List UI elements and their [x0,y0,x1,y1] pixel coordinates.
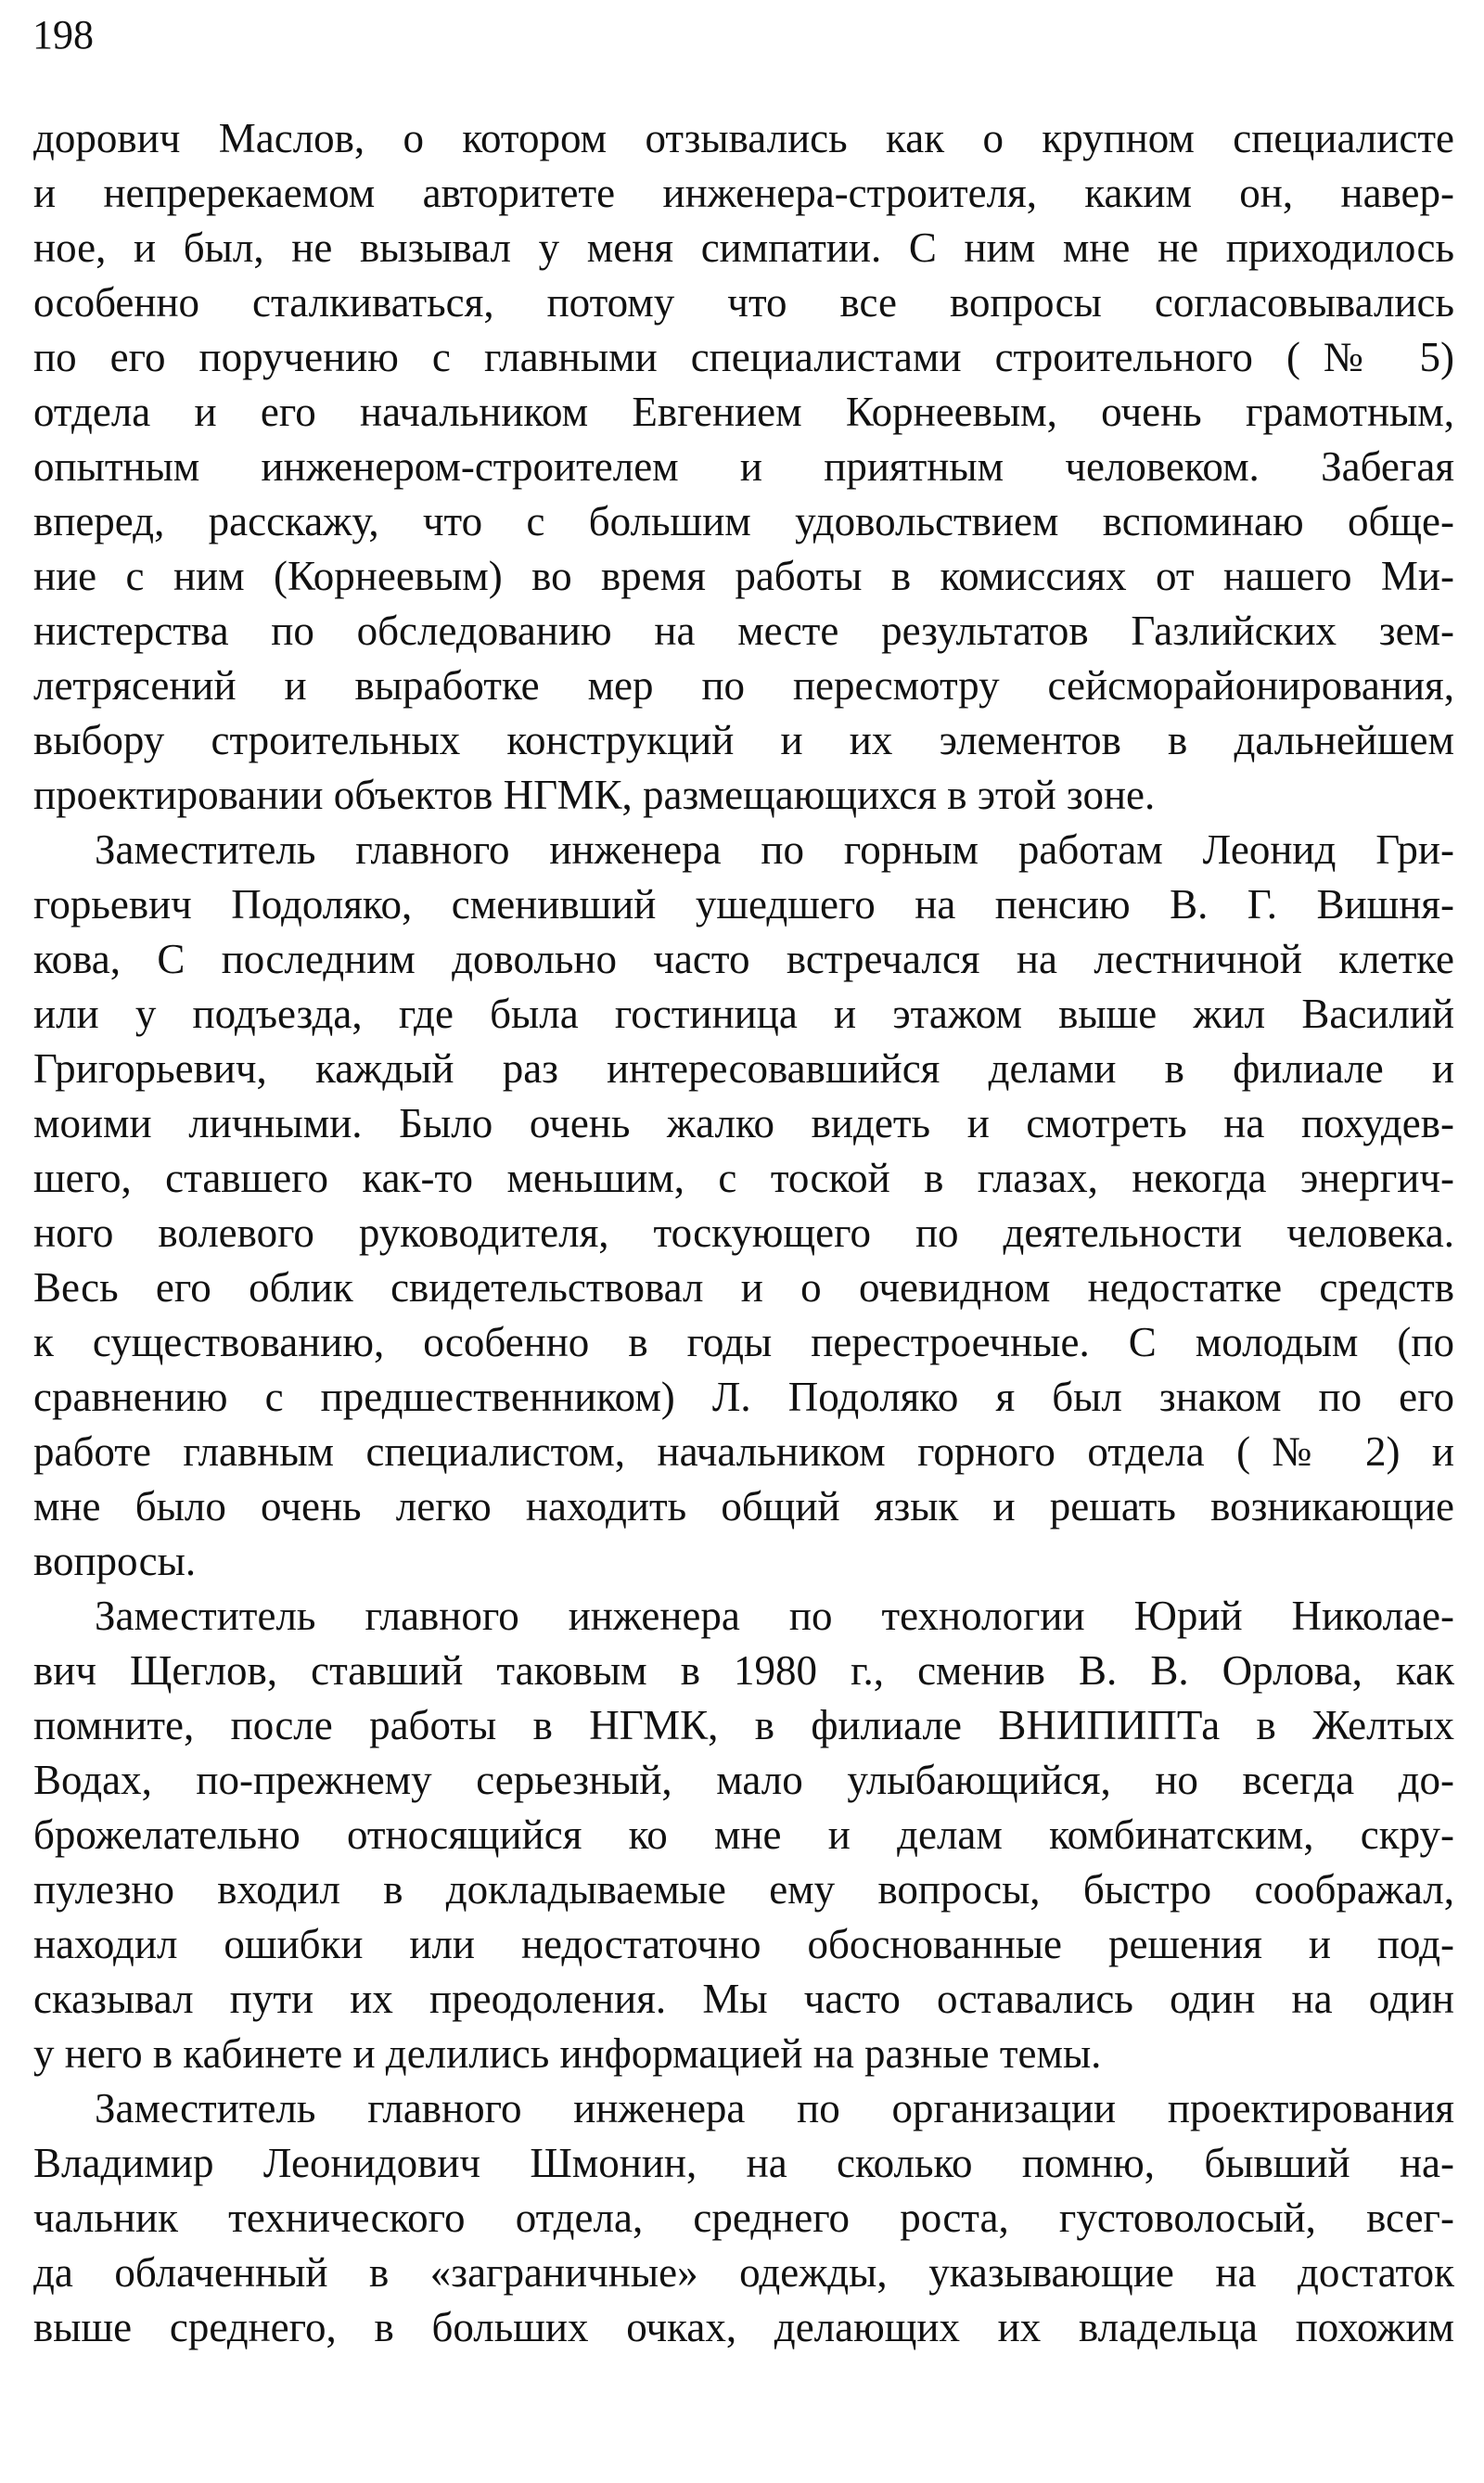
page-text [33,111,1454,2355]
text-line: брожелательно относящийся ко мне и делам комбинатским, скру- [33,1811,1454,1858]
text-line: Заместитель главного инженера по организации проектирования [95,2085,1454,2131]
text-line: Водах, по-прежнему серьезный, мало улыбающийся, но всегда до- [33,1757,1454,1803]
text-line: вперед, расскажу, что с большим удовольствием вспоминаю обще- [33,498,1454,544]
text-line: и непререкаемом авторитете инженера-строителя, каким он, навер- [33,170,1454,216]
text-line: работе главным специалистом, начальником горного отдела (№ 2) и [33,1428,1454,1475]
text-line: Григорьевич, каждый раз интересовавшийся делами в филиале и [33,1045,1454,1092]
text-line: чальник технического отдела, среднего роста, густоволосый, всег- [33,2195,1454,2241]
text-line: пулезно входил в докладываемые ему вопросы, быстро соображал, [33,1866,1454,1913]
text-line: выше среднего, в больших очках, делающих их владельца похожим [33,2304,1454,2350]
text-line: Заместитель главного инженера по горным работам Леонид Гри- [95,826,1454,873]
text-line: опытным инженером-строителем и приятным человеком. Забегая [33,443,1454,490]
text-line: особенно сталкиваться, потому что все вопросы согласовывались [33,279,1454,326]
paragraph-3 [33,1589,1454,2081]
text-line: да облаченный в «заграничные» одежды, указывающие на достаток [33,2249,1454,2296]
text-line: находил ошибки или недостаточно обоснованные решения и под- [33,1921,1454,1967]
text-line: сказывал пути их преодоления. Мы часто оставались один на один [33,1976,1454,2022]
text-line: ние с ним (Корнеевым) во время работы в комиссиях от нашего Ми- [33,553,1454,599]
page-number: 198 [32,12,94,58]
text-line: или у подъезда, где была гостиница и этажом выше жил Василий [33,991,1454,1037]
paragraph-2 [33,823,1454,1589]
text-line: по его поручению с главными специалистами строительного (№ 5) [33,334,1454,380]
text-line: ного волевого руководителя, тоскующего по деятельности человека. [33,1210,1454,1256]
text-line: Весь его облик свидетельствовал и о очевидном недостатке средств [33,1264,1454,1311]
text-line: ное, и был, не вызывал у меня симпатии. С ним мне не приходилось [33,224,1454,271]
text-line: выбору строительных конструкций и их элементов в дальнейшем [33,717,1454,763]
text-line: к существованию, особенно в годы перестроечные. С молодым (по [33,1319,1454,1365]
text-line: нистерства по обследованию на месте результатов Газлийских зем- [33,608,1454,654]
text-line: вопросы. [33,1538,197,1584]
text-line: у него в кабинете и делились информацией на разные темы. [33,2030,1102,2077]
text-line: кова, С последним довольно часто встречался на лестничной клетке [33,936,1454,982]
text-line: мне было очень легко находить общий язык и решать возникающие [33,1483,1454,1529]
text-line: горьевич Подоляко, сменивший ушедшего на пенсию В. Г. Вишня- [33,881,1454,928]
text-line: Владимир Леонидович Шмонин, на сколько помню, бывший на- [33,2140,1454,2186]
text-line: дорович Маслов, о котором отзывались как о крупном специалисте [33,115,1454,161]
text-line: отдела и его начальником Евгением Корнеевым, очень грамотным, [33,389,1454,435]
text-line: моими личными. Было очень жалко видеть и смотреть на похудев- [33,1100,1454,1146]
text-line: летрясений и выработке мер по пересмотру сейсморайонирования, [33,662,1454,709]
paragraph-4 [33,2081,1454,2355]
text-line: проектировании объектов НГМК, размещающихся в этой зоне. [33,772,1156,818]
paragraph-1 [33,111,1454,823]
text-line: шего, ставшего как-то меньшим, с тоской в глазах, некогда энергич- [33,1155,1454,1201]
text-line: вич Щеглов, ставший таковым в 1980 г., сменив В. В. Орлова, как [33,1647,1454,1694]
text-line: помните, после работы в НГМК, в филиале ВНИПИПТа в Желтых [33,1702,1454,1748]
text-line: Заместитель главного инженера по технологии Юрий Николае- [95,1593,1454,1639]
text-line: сравнению с предшественником) Л. Подоляко я был знаком по его [33,1374,1454,1420]
